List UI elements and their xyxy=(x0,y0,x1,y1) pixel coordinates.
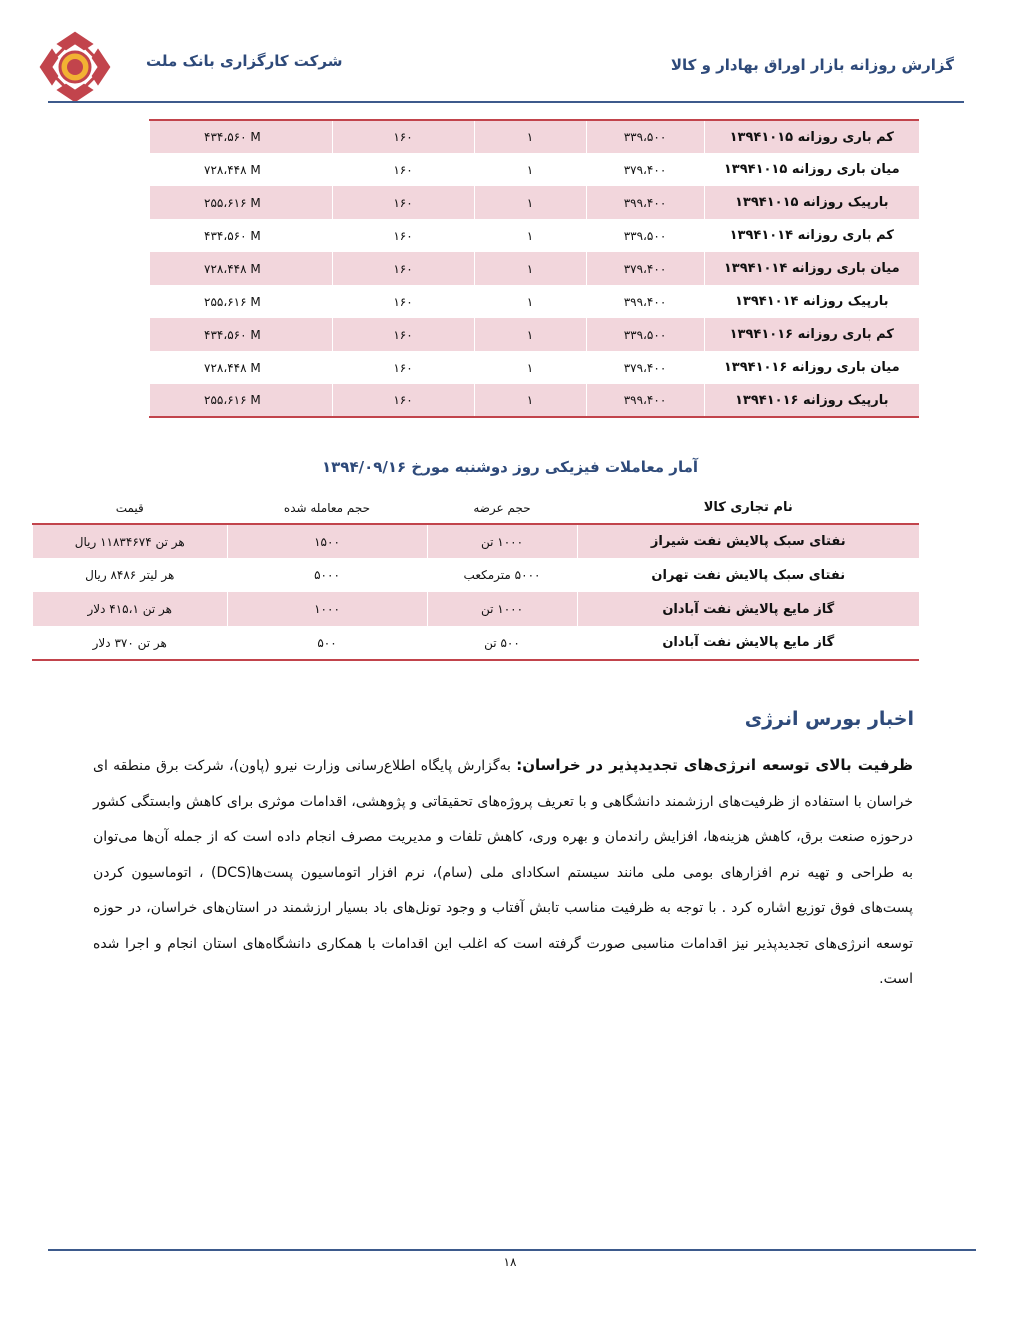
value-cell: ۲۵۵،۶۱۶ M xyxy=(150,186,333,219)
table-row xyxy=(150,120,920,153)
report-title: گزارش روزانه بازار اوراق بهادار و کالا xyxy=(670,56,954,74)
table-row xyxy=(150,384,920,417)
price-cell: ۳۳۹،۵۰۰ xyxy=(586,219,704,252)
commodity-name: گاز مایع پالایش نفت آبادان xyxy=(577,592,919,626)
table-header-row xyxy=(33,492,920,524)
contract-name: میان باری روزانه ۱۳۹۴۱۰۱۵ xyxy=(704,153,919,186)
company-name: شرکت کارگزاری بانک ملت xyxy=(146,52,343,70)
price-cell: ۳۳۹،۵۰۰ xyxy=(586,318,704,351)
price-cell: ۳۷۹،۴۰۰ xyxy=(586,351,704,384)
price-cell: ۳۷۹،۴۰۰ xyxy=(586,153,704,186)
column-header-price: قیمت xyxy=(33,492,228,524)
table-row xyxy=(150,252,920,285)
commodity-name: گاز مایع پالایش نفت آبادان xyxy=(577,626,919,660)
contract-name: بارپیک روزانه ۱۳۹۴۱۰۱۴ xyxy=(704,285,919,318)
volume-cell: ۱۶۰ xyxy=(332,219,474,252)
footer-divider xyxy=(48,1249,976,1251)
traded-cell: ۱۵۰۰ xyxy=(227,524,427,558)
contract-name: میان باری روزانه ۱۳۹۴۱۰۱۴ xyxy=(704,252,919,285)
column-header-supply: حجم عرضه xyxy=(427,492,577,524)
commodity-name: نفتای سبک پالایش نفت شیراز xyxy=(577,524,919,558)
count-cell: ۱ xyxy=(474,351,586,384)
count-cell: ۱ xyxy=(474,384,586,417)
count-cell: ۱ xyxy=(474,120,586,153)
news-heading: اخبار بورس انرژی xyxy=(744,708,914,730)
price-cell: هر تن ۱۱۸۳۴۶۷۴ ریال xyxy=(33,524,228,558)
value-cell: ۴۳۴،۵۶۰ M xyxy=(150,219,333,252)
price-cell: ۳۹۹،۴۰۰ xyxy=(586,384,704,417)
column-header-traded: حجم معامله شده xyxy=(227,492,427,524)
supply-cell: ۱۰۰۰ تن xyxy=(427,524,577,558)
supply-cell: ۵۰۰ تن xyxy=(427,626,577,660)
table-row xyxy=(33,524,920,558)
contract-name: بارپیک روزانه ۱۳۹۴۱۰۱۵ xyxy=(704,186,919,219)
volume-cell: ۱۶۰ xyxy=(332,120,474,153)
volume-cell: ۱۶۰ xyxy=(332,252,474,285)
table-row xyxy=(150,318,920,351)
price-cell: ۳۷۹،۴۰۰ xyxy=(586,252,704,285)
company-logo-icon xyxy=(38,30,112,104)
volume-cell: ۱۶۰ xyxy=(332,351,474,384)
commodity-name: نفتای سبک پالایش نفت تهران xyxy=(577,558,919,592)
traded-cell: ۵۰۰۰ xyxy=(227,558,427,592)
supply-cell: ۱۰۰۰ تن xyxy=(427,592,577,626)
price-cell: هر تن ۴۱۵،۱ دلار xyxy=(33,592,228,626)
contract-name: کم باری روزانه ۱۳۹۴۱۰۱۶ xyxy=(704,318,919,351)
table-row xyxy=(150,351,920,384)
physical-trades-table xyxy=(32,492,919,661)
news-paragraph xyxy=(93,748,913,998)
table-row xyxy=(150,285,920,318)
value-cell: ۷۲۸،۴۴۸ M xyxy=(150,351,333,384)
count-cell: ۱ xyxy=(474,285,586,318)
table-row xyxy=(33,558,920,592)
price-cell: ۳۹۹،۴۰۰ xyxy=(586,285,704,318)
value-cell: ۲۵۵،۶۱۶ M xyxy=(150,285,333,318)
volume-cell: ۱۶۰ xyxy=(332,318,474,351)
electricity-trades-table xyxy=(149,119,919,418)
table-row xyxy=(150,219,920,252)
header-divider xyxy=(48,101,964,103)
value-cell: ۷۲۸،۴۴۸ M xyxy=(150,153,333,186)
column-header-name: نام تجاری کالا xyxy=(577,492,919,524)
contract-name: بارپیک روزانه ۱۳۹۴۱۰۱۶ xyxy=(704,384,919,417)
table-row xyxy=(150,186,920,219)
supply-cell: ۵۰۰۰ مترمکعب xyxy=(427,558,577,592)
table-row xyxy=(33,626,920,660)
count-cell: ۱ xyxy=(474,153,586,186)
value-cell: ۴۳۴،۵۶۰ M xyxy=(150,318,333,351)
price-cell: هر لیتر ۸۴۸۶ ریال xyxy=(33,558,228,592)
value-cell: ۲۵۵،۶۱۶ M xyxy=(150,384,333,417)
value-cell: ۷۲۸،۴۴۸ M xyxy=(150,252,333,285)
price-cell: ۳۹۹،۴۰۰ xyxy=(586,186,704,219)
volume-cell: ۱۶۰ xyxy=(332,384,474,417)
count-cell: ۱ xyxy=(474,219,586,252)
count-cell: ۱ xyxy=(474,186,586,219)
contract-name: میان باری روزانه ۱۳۹۴۱۰۱۶ xyxy=(704,351,919,384)
volume-cell: ۱۶۰ xyxy=(332,285,474,318)
contract-name: کم باری روزانه ۱۳۹۴۱۰۱۴ xyxy=(704,219,919,252)
page-number: ۱۸ xyxy=(503,1255,517,1269)
volume-cell: ۱۶۰ xyxy=(332,186,474,219)
count-cell: ۱ xyxy=(474,252,586,285)
physical-trades-title: آمار معاملات فیزیکی روز دوشنبه مورخ ۱۳۹۴/۰۹/۱۶ xyxy=(321,458,699,476)
traded-cell: ۱۰۰۰ xyxy=(227,592,427,626)
news-text: به‌گزارش پایگاه اطلاع‌رسانی وزارت نیرو (پاون)، شرکت برق منطقه ای خراسان با استفاده از ظرفیت‌های ارزشمند دانشگاهی و با تعریف پروژه‌های تحقیقاتی و پژوهشی، اقدامات موثری برای کاهش وابستگی کشور درحوزه صنعت برق، کاهش هزینه‌ها، افزایش راندمان و بهره وری، کاهش تلفات و مدیریت مصرف انجام داده است که از جمله آن‌ها می‌توان به طراحی و تهیه نرم افزارهای بومی ملی مانند سیستم اسکادای ملی (سام)، نرم افزار اتوماسیون پست‌ها(DCS) ، اتوماسیون کردن پست‌های فوق توزیع اشاره کرد . با توجه به ظرفیت مناسب تابش آفتاب و وجود تونل‌های باد بسیار ارزشمند در استان‌های خراسان، در حوزه توسعه انرژی‌های تجدیدپذیر نیز اقدامات مناسبی صورت گرفته است که اغلب این اقدامات با همکاری دانشگاه‌های استان انجام و اجرا شده است. xyxy=(93,758,913,987)
value-cell: ۴۳۴،۵۶۰ M xyxy=(150,120,333,153)
table-row xyxy=(150,153,920,186)
count-cell: ۱ xyxy=(474,318,586,351)
price-cell: هر تن ۳۷۰ دلار xyxy=(33,626,228,660)
news-lead: ظرفیت بالای توسعه انرژی‌های تجدیدپذیر در خراسان: xyxy=(516,756,913,774)
volume-cell: ۱۶۰ xyxy=(332,153,474,186)
table-row xyxy=(33,592,920,626)
price-cell: ۳۳۹،۵۰۰ xyxy=(586,120,704,153)
traded-cell: ۵۰۰ xyxy=(227,626,427,660)
contract-name: کم باری روزانه ۱۳۹۴۱۰۱۵ xyxy=(704,120,919,153)
